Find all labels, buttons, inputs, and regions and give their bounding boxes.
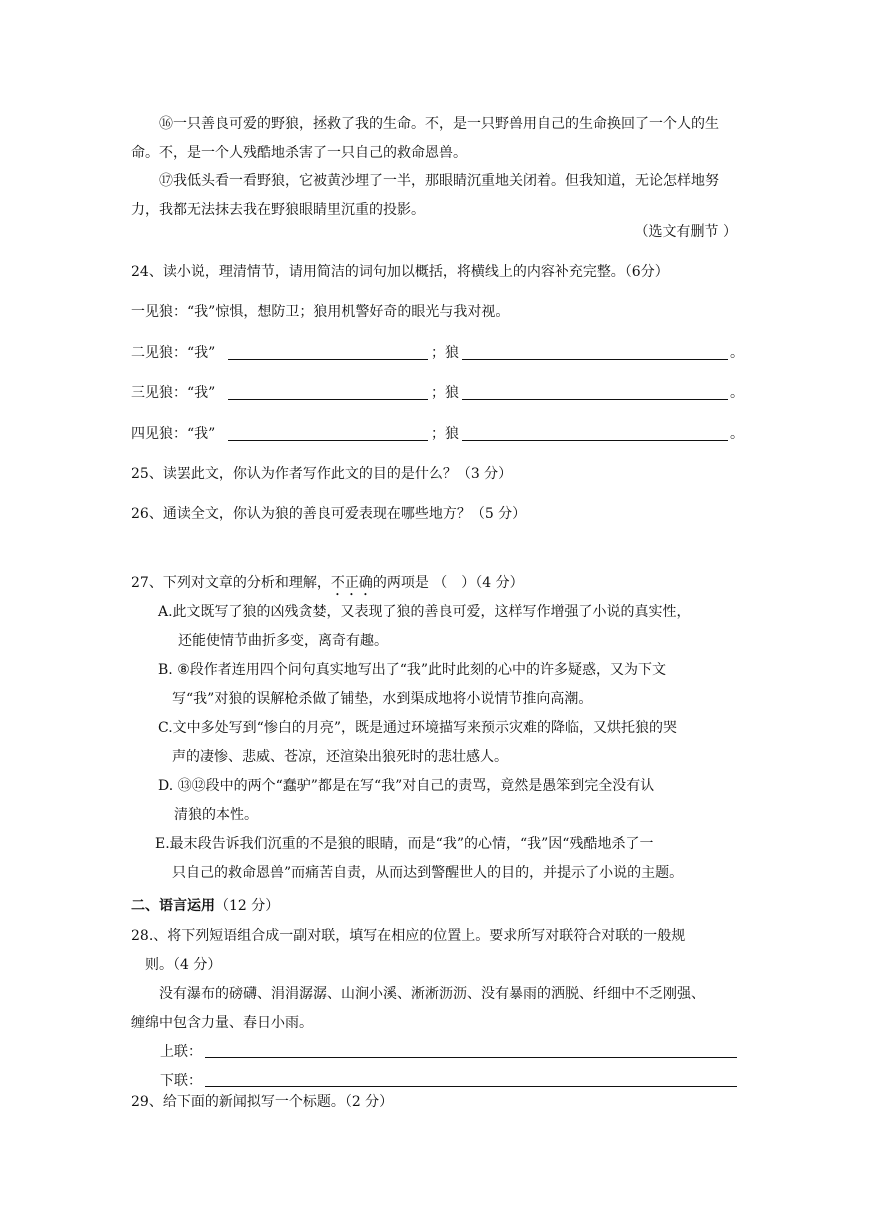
q24-row-first-sighting: 一见狼：“我”惊惧，想防卫；狼用机警好奇的眼光与我对视。 (131, 304, 510, 320)
option-c-line2: 声的凄惨、悲威、苍凉，还渲染出狼死时的悲壮感人。 (172, 749, 508, 765)
lower-couplet-label: 下联： (160, 1073, 202, 1089)
answer-blank-wolf[interactable] (462, 359, 728, 360)
section-score: （12 分） (215, 898, 280, 914)
question-24-stem: 24、读小说，理清情节，请用简洁的词句加以概括，将横线上的内容补充完整。（6分） (131, 264, 669, 280)
lower-couplet-answer-line[interactable] (205, 1086, 737, 1087)
answer-blank-me[interactable] (228, 359, 428, 360)
answer-blank-wolf[interactable] (462, 440, 728, 441)
option-b-line2: 写“我”对狼的误解枪杀做了铺垫，水到渠成地将小说情节推向高潮。 (172, 691, 593, 707)
option-b-line1: B. ⑧段作者连用四个问句真实地写出了“我”此时此刻的心中的许多疑惑，又为下文 (158, 662, 667, 678)
q24-row-label: 四见狼：“我” (131, 426, 216, 442)
passage-paragraph-16: ⑯一只善良可爱的野狼，拯救了我的生命。不，是一只野兽用自己的生命换回了一个人的生命。不，是一个人残酷地杀害了一只自己的救命恩兽。 (131, 116, 719, 161)
phrases-line1: 没有瀑布的磅礴、涓涓潺潺、山涧小溪、淅淅沥沥、没有暴雨的洒脱、纤细中不乏刚强、 (159, 986, 705, 1002)
option-a-line2: 还能使情节曲折多变，离奇有趣。 (178, 633, 388, 649)
section-heading-language-use (131, 896, 279, 916)
question-29: 29、给下面的新闻拟写一个标题。（2 分） (131, 1094, 394, 1110)
stem-text: 27、下列对文章的分析和理解， (131, 575, 331, 591)
q24-row-end: 。 (730, 385, 744, 401)
phrases-line2: 缠绵中包含力量、春日小雨。 (131, 1015, 313, 1031)
upper-couplet-label: 上联： (160, 1044, 202, 1060)
option-e-line1: E.最末段告诉我们沉重的不是狼的眼睛，而是“我”的心情，“我”因“残酷地杀了一 (155, 836, 654, 852)
option-d-line1: D. ⑬⑫段中的两个“蠢驴”都是在写“我”对自己的责骂，竟然是愚笨到完全没有认 (158, 778, 655, 794)
answer-blank-me[interactable] (228, 440, 428, 441)
question-27-stem (131, 573, 524, 599)
option-a-line1: A.此文既写了狼的凶残贪婪，又表现了狼的善良可爱，这样写作增强了小说的真实性， (158, 604, 691, 620)
question-28-stem-line1: 28.、将下列短语组合成一副对联，填写在相应的位置上。要求所写对联符合对联的一般规 (131, 928, 686, 944)
source-note: （选文有删节 ） (634, 224, 737, 240)
answer-blank-wolf[interactable] (462, 399, 728, 400)
question-26: 26、通读全文，你认为狼的善良可爱表现在哪些地方？（5 分） (131, 506, 527, 522)
option-e-line2: 只自己的救命恩兽”而痛苦自责，从而达到警醒世人的目的，并提示了小说的主题。 (172, 865, 684, 881)
q24-row-end: 。 (730, 345, 744, 361)
answer-blank-me[interactable] (228, 399, 428, 400)
q24-row-mid: ；狼 (431, 385, 459, 401)
passage-paragraph-17: ⑰我低头看一看野狼，它被黄沙埋了一半，那眼睛沉重地关闭着。但我知道，无论怎样地努力，我都无法抹去我在野狼眼睛里沉重的投影。 (131, 173, 719, 218)
section-title: 二、语言运用 (131, 898, 215, 914)
q24-row-label: 二见狼：“我” (131, 345, 216, 361)
stem-text: 的两项是 （ ）（4 分） (372, 575, 524, 591)
q24-row-mid: ；狼 (431, 345, 459, 361)
emphasized-not-correct: 不正确 (330, 575, 373, 591)
question-25: 25、读罢此文，你认为作者写作此文的目的是什么？（3 分） (131, 466, 513, 482)
option-d-line2: 清狼的本性。 (174, 807, 258, 823)
q24-row-mid: ；狼 (431, 426, 459, 442)
q24-row-label: 三见狼：“我” (131, 385, 216, 401)
question-28-stem-line2: 则。（4 分） (145, 957, 222, 973)
q24-row-end: 。 (730, 426, 744, 442)
option-c-line1: C.文中多处写到“惨白的月亮”，既是通过环境描写来预示灾难的降临，又烘托狼的哭 (158, 720, 677, 736)
upper-couplet-answer-line[interactable] (205, 1057, 737, 1058)
